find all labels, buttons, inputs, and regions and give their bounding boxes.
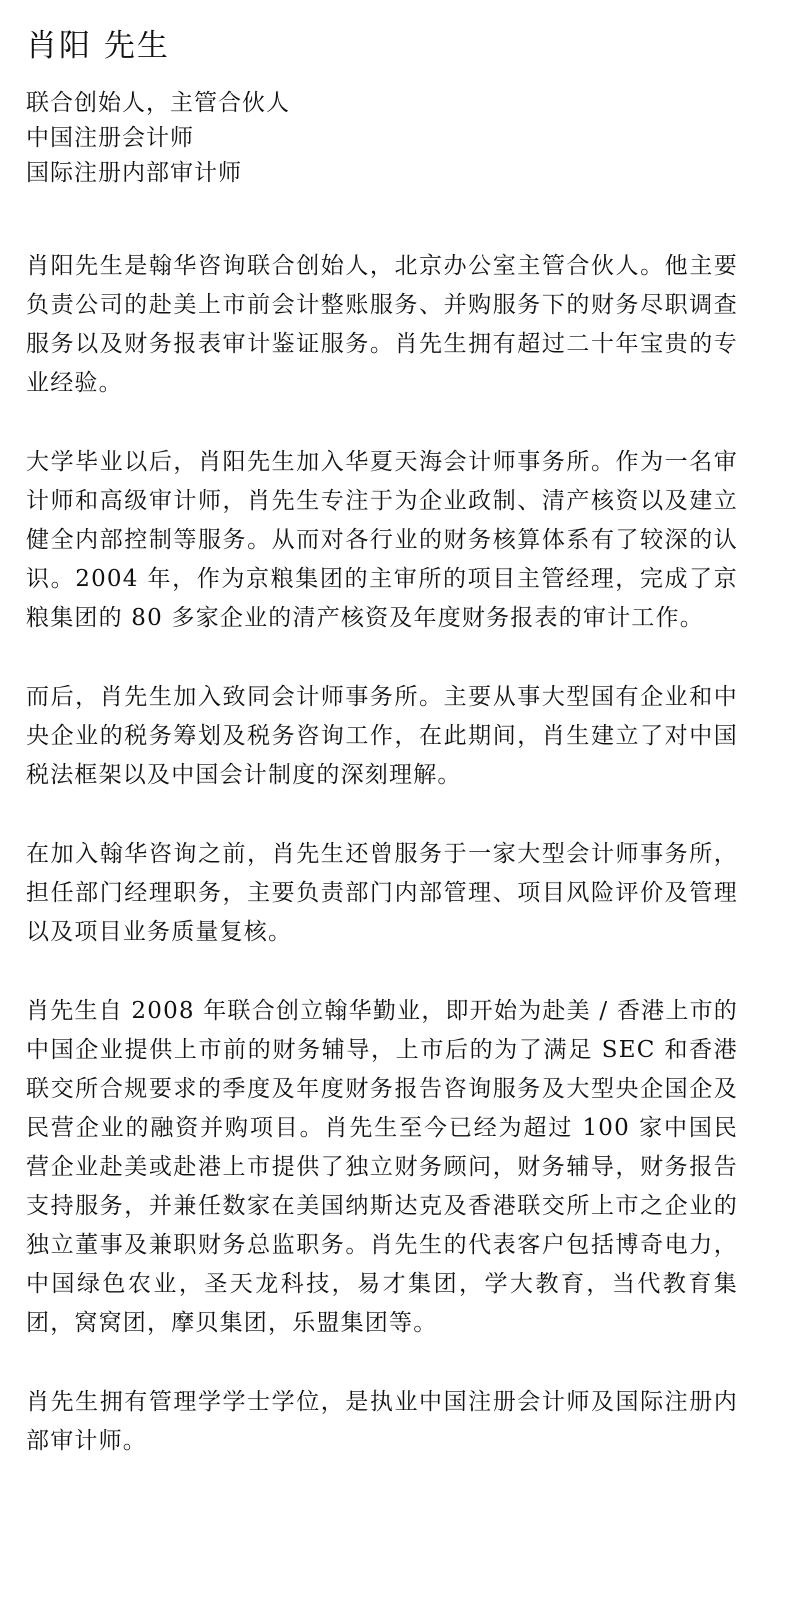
bio-paragraph-intro: 肖阳先生是翰华咨询联合创始人，北京办公室主管合伙人。他主要负责公司的赴美上市前会计整账服务、并购服务下的财务尽职调查服务以及财务报表审计鉴证服务。肖先生拥有超过二十年宝贵的专业经验。	[26, 253, 738, 396]
title-cia: 国际注册内部审计师	[26, 160, 242, 186]
profile-document	[26, 22, 738, 1461]
bio-paragraph-grant-thornton: 而后，肖先生加入致同会计师事务所。主要从事大型国有企业和中央企业的税务筹划及税务咨询工作，在此期间，肖生建立了对中国税法框架以及中国会计制度的深刻理解。	[26, 684, 738, 788]
person-name: 肖阳 先生	[26, 28, 170, 64]
bio-paragraph-prior-firm: 在加入翰华咨询之前，肖先生还曾服务于一家大型会计师事务所，担任部门经理职务，主要负责部门内部管理、项目风险评价及管理以及项目业务质量复核。	[26, 841, 738, 945]
title-cpa: 中国注册会计师	[26, 125, 194, 151]
title-list	[26, 86, 738, 191]
title-cofounder: 联合创始人，主管合伙人	[26, 90, 290, 116]
bio-paragraph-education: 肖先生拥有管理学学士学位，是执业中国注册会计师及国际注册内部审计师。	[26, 1389, 738, 1454]
bio-paragraph-early-career: 大学毕业以后，肖阳先生加入华夏天海会计师事务所。作为一名审计师和高级审计师，肖先生专注于为企业政制、清产核资以及建立健全内部控制等服务。从而对各行业的财务核算体系有了较深的认识。2004 年，作为京粮集团的主审所的项目主管经理，完成了京粮集团的 80 多家企业的清产核资及年度财务报表的审计工作。	[26, 449, 738, 631]
bio-paragraph-hanhua: 肖先生自 2008 年联合创立翰华勤业，即开始为赴美 / 香港上市的中国企业提供上市前的财务辅导，上市后的为了满足 SEC 和香港联交所合规要求的季度及年度财务报告咨询服务及大型央企国企及民营企业的融资并购项目。肖先生至今已经为超过 100 家中国民营企业赴美或赴港上市提供了独立财务顾问，财务辅导，财务报告支持服务，并兼任数家在美国纳斯达克及香港联交所上市之企业的独立董事及兼职财务总监职务。肖先生的代表客户包括博奇电力，中国绿色农业，圣天龙科技，易才集团，学大教育，当代教育集团，窝窝团，摩贝集团，乐盟集团等。	[26, 998, 738, 1336]
biography	[26, 247, 738, 1461]
